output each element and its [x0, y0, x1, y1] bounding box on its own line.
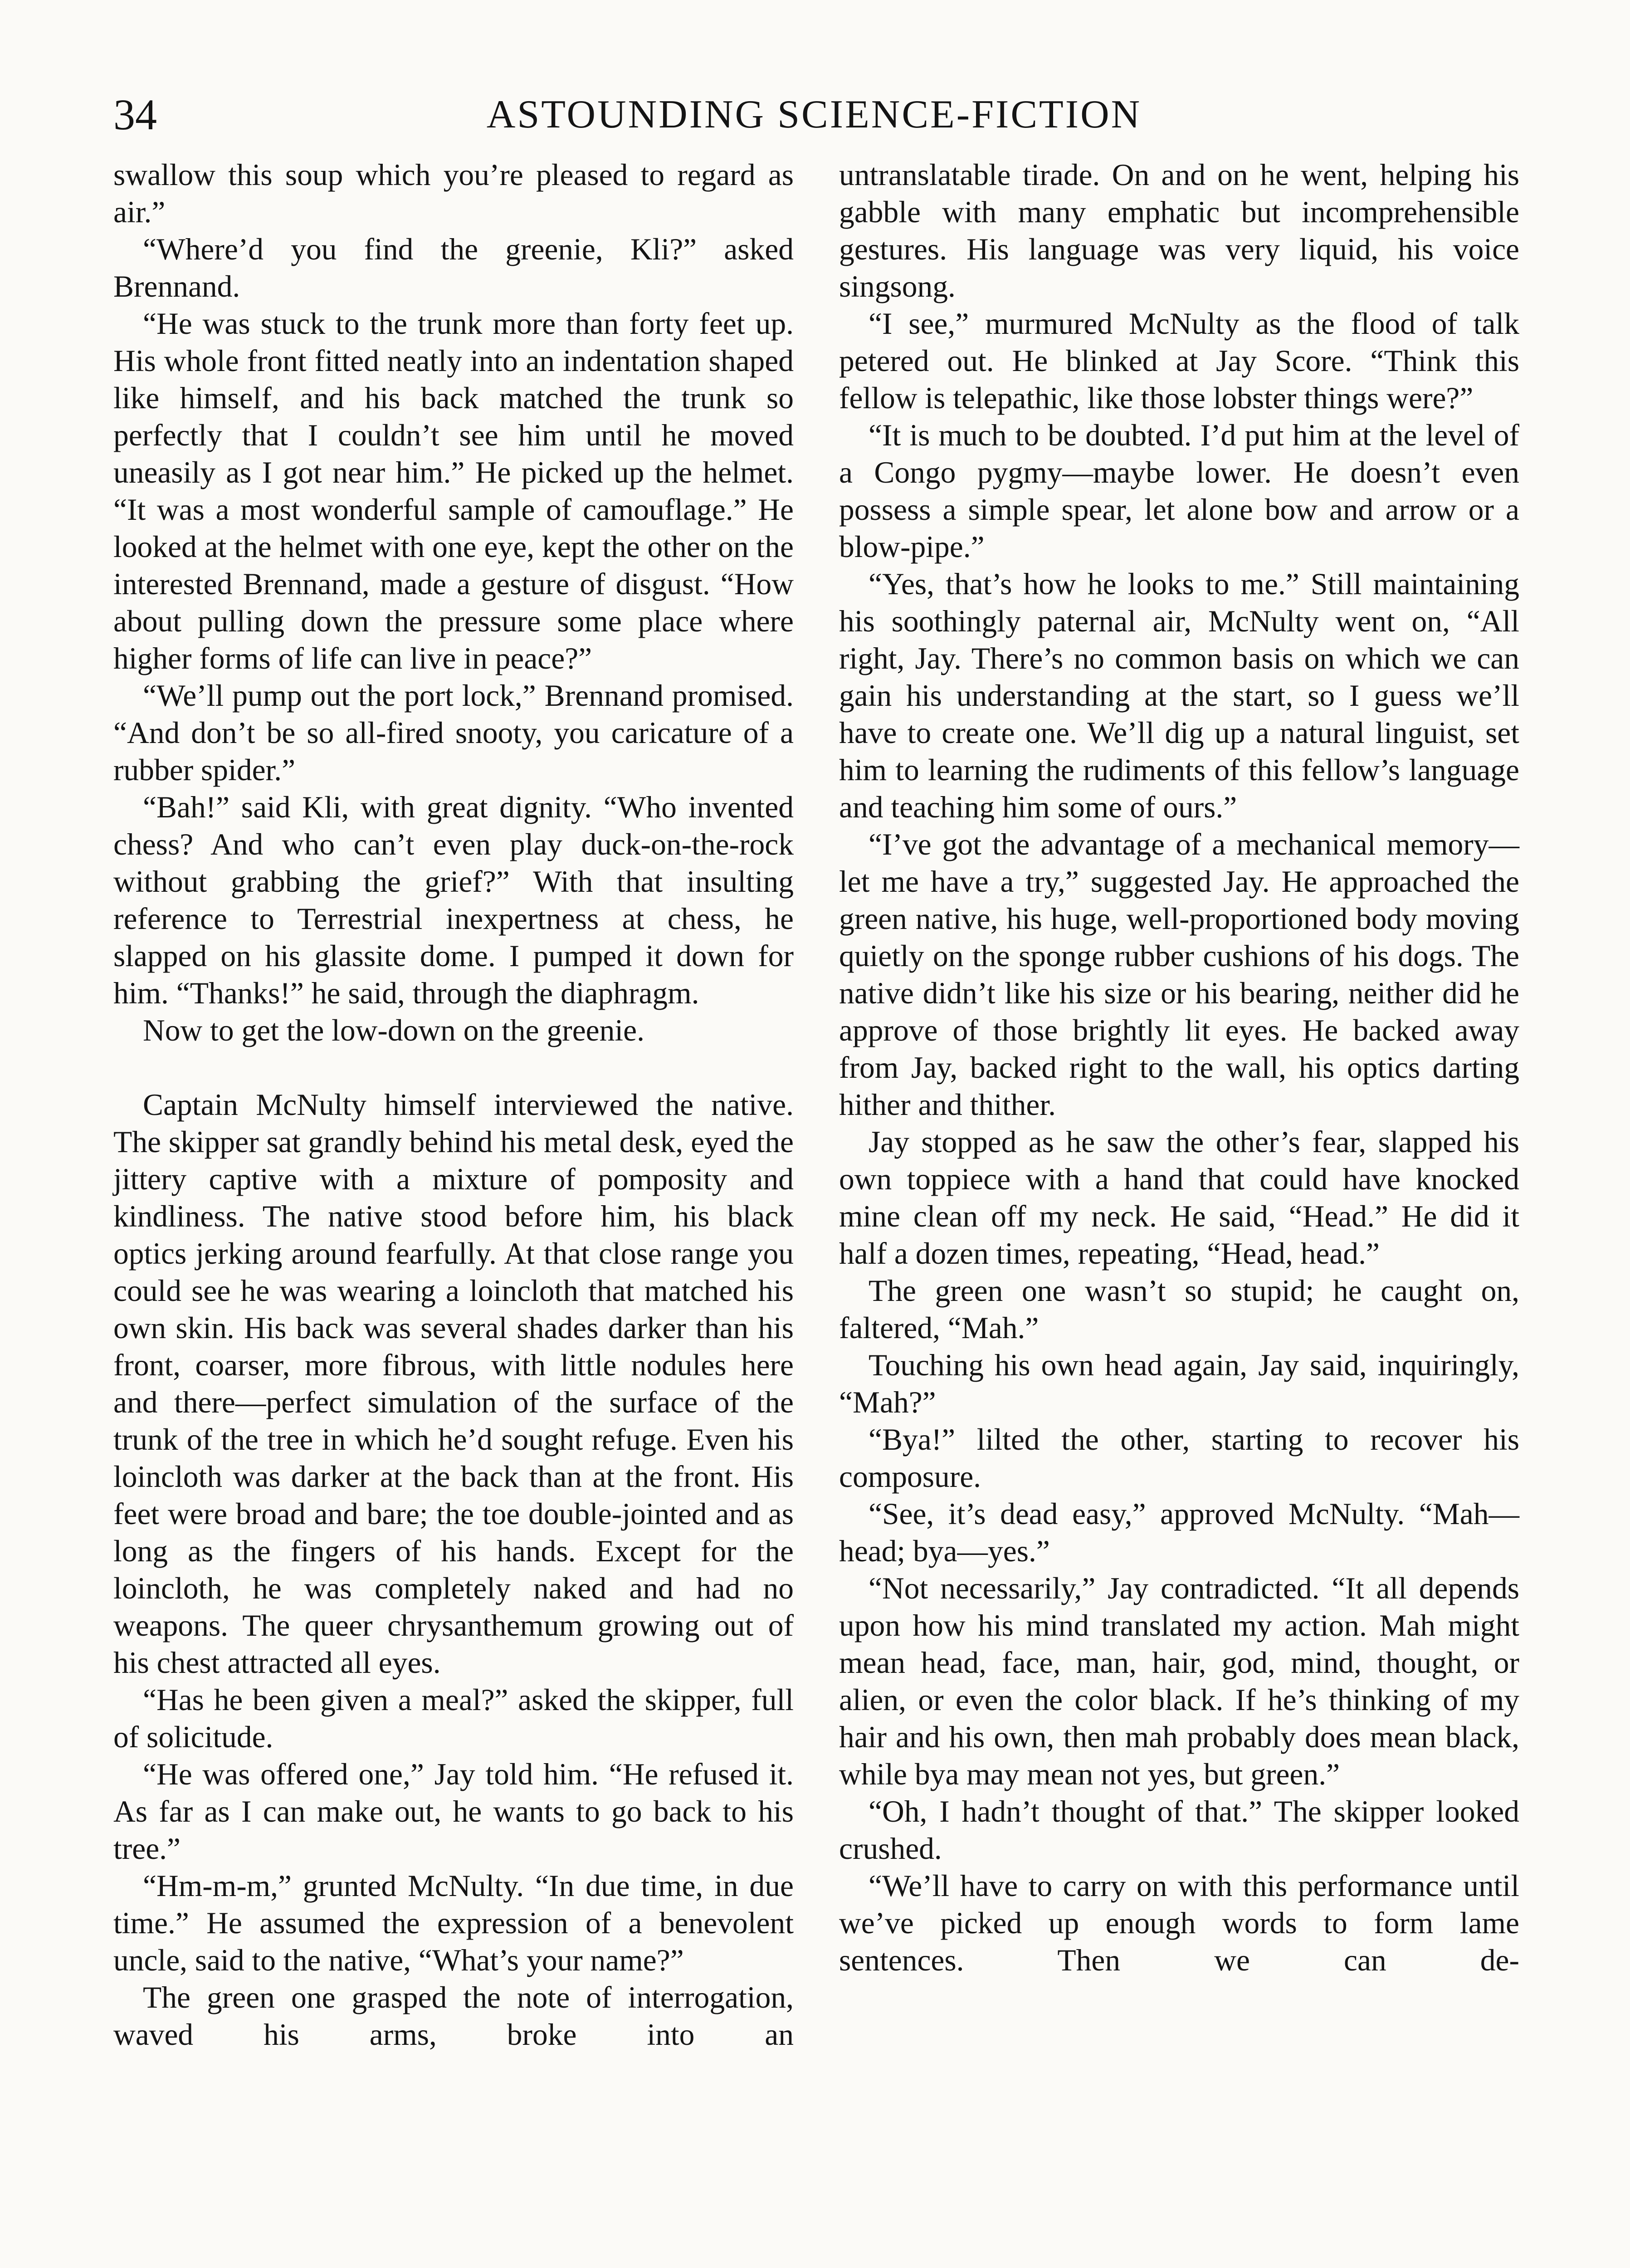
paragraph: “He was stuck to the trunk more than forty feet up. His whole front fitted neatly into an indentation shaped like himself, and his back matched the trunk so perfectly that I couldn’t see him until he moved uneasily as I got near him.” He picked up the helmet. “It was a most wonderful sample of camouflage.” He looked at the helmet with one eye, kept the other on the interested Brennand, made a gesture of disgust. “How about pulling down the pressure some place where higher forms of life can live in peace?”: [113, 307, 794, 675]
paragraph: The green one wasn’t so stupid; he caught on, faltered, “Mah.”: [839, 1274, 1519, 1345]
page-number: 34: [113, 90, 157, 139]
paragraph: swallow this soup which you’re pleased to regard as air.”: [113, 158, 794, 229]
paragraph: “Yes, that’s how he looks to me.” Still maintaining his soothingly paternal air, McNulty went on, “All right, Jay. There’s no common basis on which we can gain his understanding at the start, so I guess we’ll have to create one. We’ll dig up a natural linguist, set him to learning the rudiments of this fellow’s language and teaching him some of ours.”: [839, 567, 1519, 824]
paragraph: “I see,” murmured McNulty as the flood of talk petered out. He blinked at Jay Score. “Think this fellow is telepathic, like those lobster things were?”: [839, 307, 1519, 415]
paragraph: Jay stopped as he saw the other’s fear, slapped his own toppiece with a hand that could have knocked mine clean off my neck. He said, “Head.” He did it half a dozen times, repeating, “Head, head.”: [839, 1125, 1519, 1271]
paragraph: The green one grasped the note of interrogation, waved his arms, broke into an: [113, 1980, 794, 2052]
paragraph: untranslatable tirade. On and on he went, helping his gabble with many emphatic but incomprehensible gestures. His language was very liquid, his voice singsong.: [839, 158, 1519, 303]
left-column: [113, 156, 794, 2268]
paragraph: “See, it’s dead easy,” approved McNulty. “Mah—head; bya—yes.”: [839, 1497, 1519, 1568]
paragraph: “He was offered one,” Jay told him. “He refused it. As far as I can make out, he wants to go back to his tree.”: [113, 1757, 794, 1866]
paragraph: “It is much to be doubted. I’d put him at the level of a Congo pygmy—maybe lower. He doesn’t even possess a simple spear, let alone bow and arrow or a blow-pipe.”: [839, 418, 1519, 564]
paragraph: Touching his own head again, Jay said, inquiringly, “Mah?”: [839, 1348, 1519, 1419]
paragraph: “Oh, I hadn’t thought of that.” The skipper looked crushed.: [839, 1794, 1519, 1866]
paragraph: “We’ll have to carry on with this performance until we’ve picked up enough words to form lame sentences. Then we can de-: [839, 1869, 1519, 1977]
page-header: [113, 81, 1515, 149]
right-column: [839, 156, 1519, 2268]
paragraph: Captain McNulty himself interviewed the native. The skipper sat grandly behind his metal desk, eyed the jittery captive with a mixture of pomposity and kindliness. The native stood before him, his black optics jerking around fearfully. At that close range you could see he was wearing a loincloth that matched his own skin. His back was several shades darker than his front, coarser, more fibrous, with little nodules here and there—perfect simulation of the surface of the trunk of the tree in which he’d sought refuge. Even his loincloth was darker at the back than at the front. His feet were broad and bare; the toe double-jointed and as long as the fingers of his hands. Except for the loincloth, he was completely naked and had no weapons. The queer chrysanthemum growing out of his chest attracted all eyes.: [113, 1088, 794, 1680]
paragraph: “Hm-m-m,” grunted McNulty. “In due time, in due time.” He assumed the expression of a benevolent uncle, said to the native, “What’s your name?”: [113, 1869, 794, 1977]
paragraph: “Bah!” said Kli, with great dignity. “Who invented chess? And who can’t even play duck-on-the-rock without grabbing the grief?” With that insulting reference to Terrestrial inexpertness at chess, he slapped on his glassite dome. I pumped it down for him. “Thanks!” he said, through the diaphragm.: [113, 790, 794, 1010]
paragraph: “Where’d you find the greenie, Kli?” asked Brennand.: [113, 232, 794, 303]
running-title: ASTOUNDING SCIENCE-FICTION: [486, 93, 1142, 137]
paragraph: “Bya!” lilted the other, starting to recover his composure.: [839, 1422, 1519, 1494]
paragraph: “Not necessarily,” Jay contradicted. “It all depends upon how his mind translated my action. Mah might mean head, face, man, hair, god, mind, thought, or alien, or even the color black. If he’s thinking of my hair and his own, then mah probably does mean black, while bya may mean not yes, but green.”: [839, 1571, 1519, 1791]
paragraph: “We’ll pump out the port lock,” Brennand promised. “And don’t be so all-fired snooty, you caricature of a rubber spider.”: [113, 679, 794, 787]
paragraph: “Has he been given a meal?” asked the skipper, full of solicitude.: [113, 1683, 794, 1754]
paragraph: Now to get the low-down on the greenie.: [143, 1013, 644, 1047]
paragraph: “I’ve got the advantage of a mechanical memory—let me have a try,” suggested Jay. He approached the green native, his huge, well-proportioned body moving quietly on the sponge rubber cushions of his dogs. The native didn’t like his size or his bearing, neither did he approve of those brightly lit eyes. He backed away from Jay, backed right to the wall, his optics darting hither and thither.: [839, 827, 1519, 1122]
